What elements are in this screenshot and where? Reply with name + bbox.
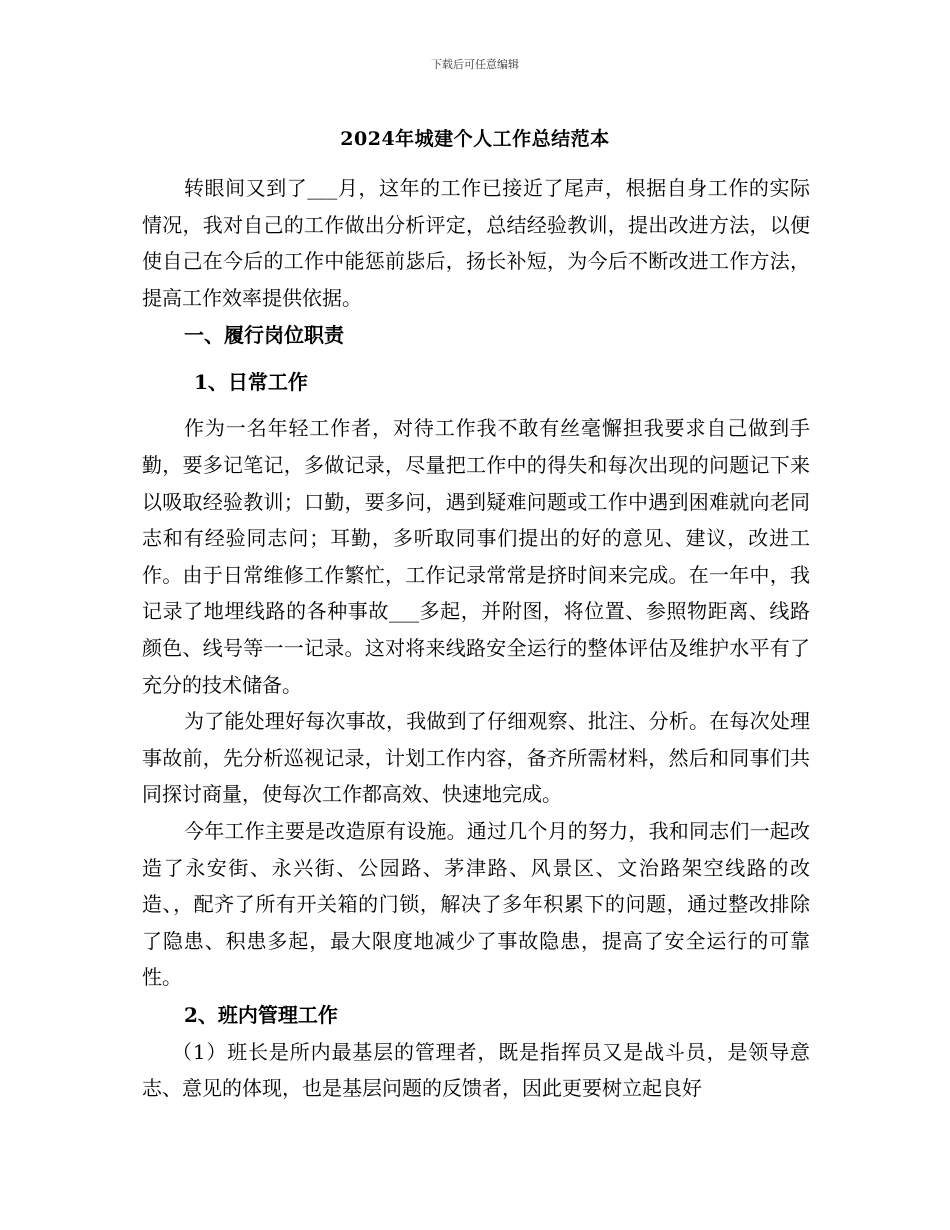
intro-paragraph: 转眼间又到了___月，这年的工作已接近了尾声，根据自身工作的实际情况，我对自己的工作做出分析评定，总结经验教训，提出改进方法，以便使自己在今后的工作中能惩前毖后，扬长补短，为今后不断改进工作方法，提高工作效率提供依据。 (142, 176, 810, 310)
document-title: 2024年城建个人工作总结范本 (340, 128, 610, 150)
document-body (142, 170, 810, 1107)
paragraph-daily-work-1: 作为一名年轻工作者，对待工作我不敢有丝毫懈担我要求自己做到手勤，要多记笔记，多做记录，尽量把工作中的得失和每次出现的问题记下来以吸取经验教训；口勤，要多问，遇到疑难问题或工作中遇到困难就向老同志和有经验同志问；耳勤，多听取同事们提出的好的意见、建议，改进工作。由于日常维修工作繁忙，工作记录常常是挤时间来完成。在一年中，我记录了地埋线路的各种事故___多起，并附图，将位置、参照物距离、线路颜色、线号等一一记录。这对将来线路安全运行的整体评估及维护水平有了充分的技术储备。 (142, 416, 810, 697)
paragraph-team-management-1: （1）班长是所内最基层的管理者，既是指挥员又是战斗员，是领导意志、意见的体现，也是基层问题的反馈者，因此更要树立起良好 (142, 1039, 810, 1101)
paragraph-daily-work-3: 今年工作主要是改造原有设施。通过几个月的努力，我和同志们一起改造了永安街、永兴街、公园路、茅津路、风景区、文治路架空线路的改造、，配齐了所有开关箱的门锁，解决了多年积累下的问题，通过整改排除了隐患、积患多起，最大限度地减少了事故隐患，提高了安全运行的可靠性。 (142, 818, 810, 990)
subsection-heading-1: 1、日常工作 (194, 370, 308, 395)
paragraph-daily-work-2: 为了能处理好每次事故，我做到了仔细观察、批注、分析。在每次处理事故前，先分析巡视记录，计划工作内容，备齐所需材料，然后和同事们共同探讨商量，使每次工作都高效、快速地完成。 (142, 709, 810, 807)
subsection-heading-2: 2、班内管理工作 (184, 1002, 338, 1027)
section-heading-1: 一、履行岗位职责 (184, 323, 344, 348)
header-note: 下载后可任意编辑 (431, 58, 519, 71)
